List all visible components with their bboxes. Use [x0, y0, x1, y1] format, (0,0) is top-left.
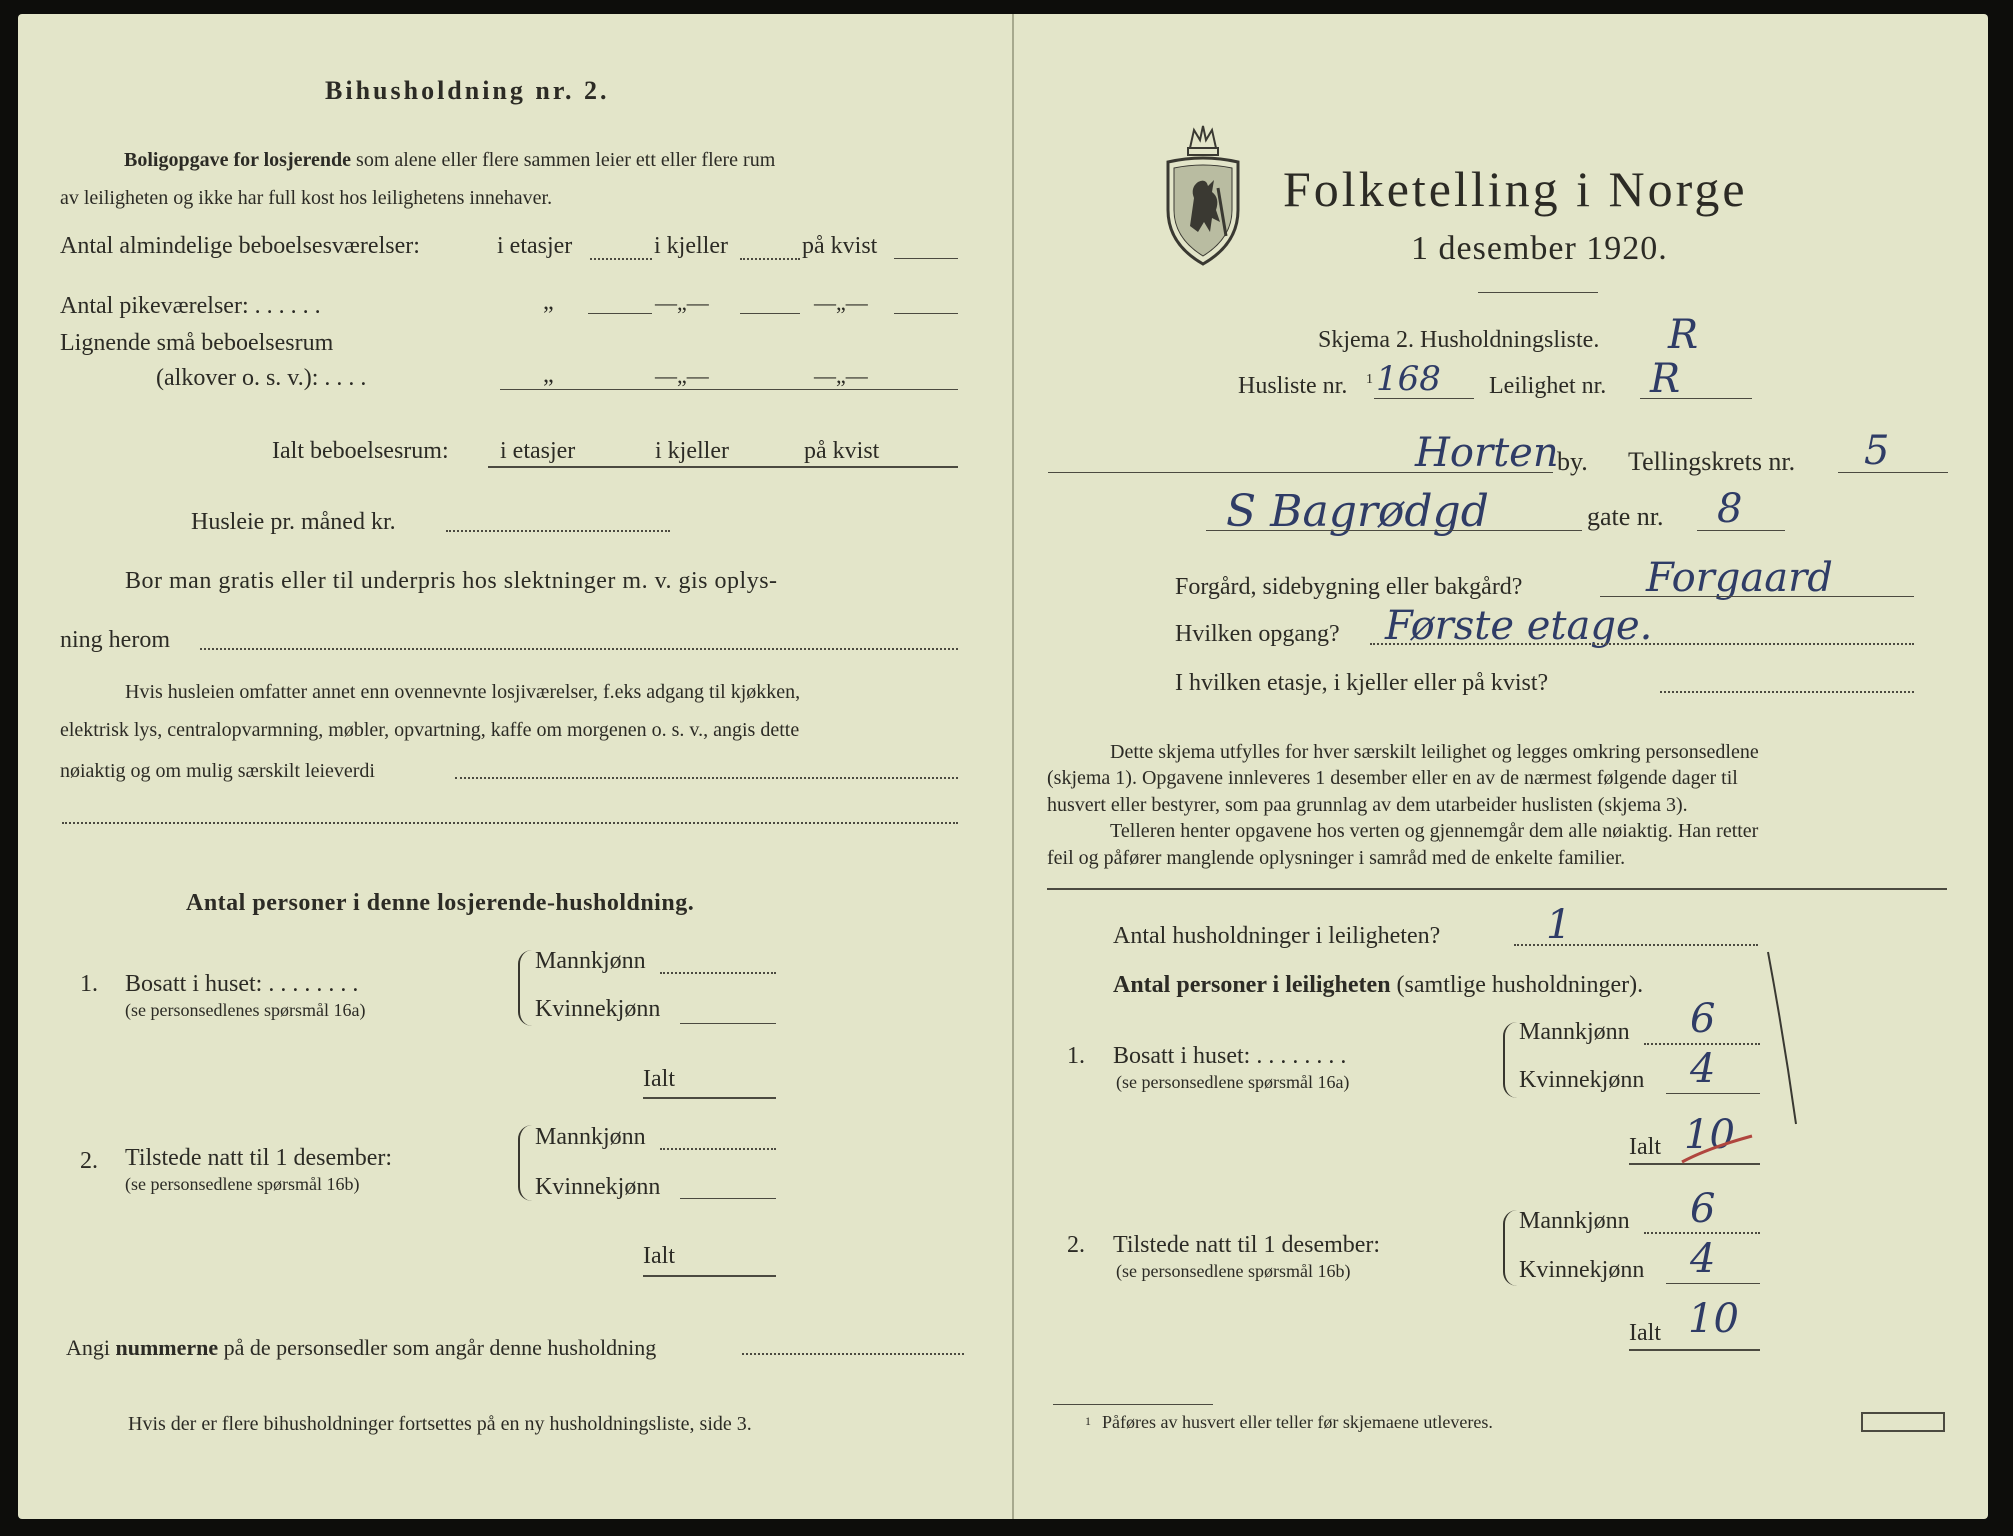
field-q1-ialt[interactable]	[643, 1097, 776, 1099]
text-omfatter3: nøiaktig og om mulig særskilt leieverdi	[60, 760, 375, 782]
ditto-dash: —„—	[655, 363, 709, 388]
field-opgang[interactable]	[1370, 643, 1914, 645]
q2-sub: (se personsedlene spørsmål 16b)	[125, 1174, 360, 1194]
label-forgaard: Forgård, sidebygning eller bakgård?	[1175, 574, 1523, 600]
label-ialt: Ialt	[643, 1066, 675, 1092]
field-gratis[interactable]	[200, 648, 958, 650]
q1-sub: (se personsedlene spørsmål 16a)	[1116, 1072, 1350, 1092]
label-antal-hush: Antal husholdninger i leiligheten?	[1113, 923, 1441, 949]
hw-q1-kvinne: 4	[1690, 1046, 1716, 1092]
field-leieverdi[interactable]	[455, 777, 958, 779]
instr-5: feil og påfører manglende oplysninger i samråd med de enkelte familier.	[1047, 847, 1626, 869]
label-gate-nr: gate nr.	[1587, 502, 1664, 531]
field-leilighet[interactable]	[1640, 398, 1752, 399]
page-fold	[1012, 14, 1014, 1519]
field-alm-kvist[interactable]	[894, 258, 958, 259]
field-tellingskrets[interactable]	[1838, 472, 1948, 473]
q1-sub: (se personsedlenes spørsmål 16a)	[125, 1000, 366, 1020]
field-pike-kvist[interactable]	[894, 313, 958, 314]
footnote-mark: 1	[1366, 372, 1373, 387]
text-omfatter2: elektrisk lys, centralopvarmning, møbler, opvartning, kaffe om morgenen o. s. v., angis dette	[60, 719, 800, 741]
hw-tellingskrets: 5	[1864, 428, 1890, 474]
field-leieverdi-2[interactable]	[62, 822, 958, 824]
hw-skjema: R	[1668, 312, 1699, 358]
label-husleie: Husleie pr. måned kr.	[191, 509, 396, 535]
ditto-mark: „	[543, 289, 554, 315]
hw-q2-ialt: 10	[1688, 1296, 1739, 1342]
instr-2: (skjema 1). Opgavene innleveres 1 desember eller en av de nærmest følgende dager til	[1047, 767, 1738, 789]
hw-leilighet: R	[1650, 356, 1681, 402]
q1-label: Bosatt i huset: . . . . . . . .	[125, 971, 359, 997]
q2-label: Tilstede natt til 1 desember:	[1113, 1232, 1381, 1258]
label-skjema: Skjema 2. Husholdningsliste.	[1318, 327, 1600, 353]
label-alkover: (alkover o. s. v.): . . . .	[156, 365, 367, 391]
label-husliste: Husliste nr.	[1238, 373, 1348, 399]
text-flere: Hvis der er flere bihusholdninger fortsettes på en ny husholdningsliste, side 3.	[128, 1413, 752, 1435]
field-gate-nr[interactable]	[1697, 530, 1785, 531]
label-paa-kvist: på kvist	[802, 233, 878, 259]
q1-number: 1.	[1067, 1043, 1085, 1069]
hw-q1-ialt: 10	[1684, 1112, 1735, 1158]
ditto-dash: —„—	[814, 290, 868, 315]
label-kvinnekjonn: Kvinnekjønn	[1519, 1257, 1645, 1283]
hw-q2-kvinne: 4	[1690, 1236, 1716, 1282]
field-gate[interactable]	[1206, 530, 1582, 531]
q2-number: 2.	[80, 1148, 98, 1174]
label-pike: Antal pikeværelser: . . . . . .	[60, 293, 321, 319]
rule-lignende	[500, 389, 958, 390]
field-pike-etasjer[interactable]	[588, 313, 652, 314]
field-pike-kjeller[interactable]	[740, 313, 800, 314]
label-etasje: I hvilken etasje, i kjeller eller på kvist?	[1175, 670, 1549, 696]
field-by[interactable]	[1048, 472, 1553, 473]
form-date: 1 desember 1920.	[1411, 230, 1668, 267]
brace	[1503, 1210, 1517, 1286]
brace	[518, 950, 532, 1026]
rule-ialt-rum[interactable]	[488, 466, 958, 468]
left-title: Bihusholdning nr. 2.	[325, 76, 610, 105]
field-alm-etasjer[interactable]	[590, 258, 652, 260]
form-title: Folketelling i Norge	[1283, 161, 1748, 217]
angi-pre: Angi	[66, 1335, 110, 1360]
label-mannkjonn: Mannkjønn	[1519, 1208, 1630, 1234]
hw-forgaard: Forgaard	[1646, 555, 1833, 601]
label-lignende: Lignende små beboelsesrum	[60, 330, 334, 356]
field-alm-kjeller[interactable]	[740, 258, 800, 260]
field-q1-kvinne[interactable]	[1666, 1093, 1760, 1094]
brace	[1503, 1022, 1517, 1098]
label-kvinnekjonn: Kvinnekjønn	[1519, 1067, 1645, 1093]
label-paa-kvist: på kvist	[804, 438, 880, 464]
footnote-rule	[1053, 1404, 1213, 1405]
text-gratis2: ning herom	[60, 627, 170, 653]
q2-number: 2.	[1067, 1232, 1085, 1258]
field-q2-mann[interactable]	[660, 1148, 776, 1150]
intro-bold: Boligopgave for losjerende	[124, 149, 352, 171]
label-mannkjonn: Mannkjønn	[535, 1124, 646, 1150]
field-q2-mann[interactable]	[1644, 1232, 1760, 1234]
label-ialt: Ialt	[643, 1243, 675, 1269]
ditto-mark: „	[543, 362, 554, 388]
label-antal-alm: Antal almindelige beboelsesværelser:	[60, 233, 420, 259]
hw-antal-hush: 1	[1546, 902, 1572, 948]
antal-pers-rest: (samtlige husholdninger).	[1396, 972, 1644, 998]
antal-pers-bold: Antal personer i leiligheten	[1113, 972, 1391, 998]
printer-mark	[1861, 1412, 1945, 1432]
hw-gate-nr: 8	[1717, 486, 1743, 532]
brace	[518, 1125, 532, 1201]
footnote-number: 1	[1085, 1414, 1091, 1428]
label-i-etasjer: i etasjer	[500, 438, 576, 464]
label-ialt-rum: Ialt beboelsesrum:	[272, 438, 449, 464]
field-q2-ialt[interactable]	[643, 1275, 776, 1277]
intro-rest2: av leiligheten og ikke har full kost hos leilighetens innehaver.	[60, 187, 553, 209]
label-i-etasjer: i etasjer	[497, 233, 573, 259]
instr-1: Dette skjema utfylles for hver særskilt leilighet og legges omkring personsedlene	[1110, 741, 1759, 763]
field-nummerne[interactable]	[742, 1353, 964, 1355]
hw-opgang: Første etage.	[1385, 603, 1653, 649]
text-gratis: Bor man gratis eller til underpris hos slektninger m. v. gis oplys-	[125, 568, 778, 594]
intro-rest1: som alene eller flere sammen leier ett eller flere rum	[356, 149, 776, 171]
red-check-mark	[1678, 1128, 1758, 1168]
field-antal-hush[interactable]	[1514, 944, 1758, 946]
field-q2-ialt[interactable]	[1629, 1349, 1760, 1351]
label-kvinnekjonn: Kvinnekjønn	[535, 1174, 661, 1200]
label-ialt: Ialt	[1629, 1320, 1661, 1346]
norwegian-coat-of-arms-icon	[1160, 118, 1246, 268]
hw-q2-mann: 6	[1690, 1186, 1716, 1232]
q2-sub: (se personsedlene spørsmål 16b)	[1116, 1261, 1351, 1281]
field-q2-kvinne[interactable]	[680, 1198, 776, 1199]
field-q2-kvinne[interactable]	[1666, 1283, 1760, 1284]
hw-q1-mann: 6	[1690, 996, 1716, 1042]
field-forgaard[interactable]	[1600, 596, 1914, 597]
hw-by: Horten	[1415, 430, 1559, 476]
field-etasje[interactable]	[1660, 691, 1914, 693]
label-opgang: Hvilken opgang?	[1175, 621, 1340, 647]
field-q1-mann[interactable]	[660, 972, 776, 974]
instr-3: husvert eller bestyrer, som paa grunnlag av dem utarbeider huslisten (skjema 3).	[1047, 794, 1688, 816]
label-ialt: Ialt	[1629, 1134, 1661, 1160]
ditto-dash: —„—	[655, 290, 709, 315]
label-by: by.	[1557, 447, 1588, 476]
label-leilighet: Leilighet nr.	[1489, 373, 1607, 399]
hw-gate: S Bagrødgd	[1226, 486, 1489, 537]
footnote-text: Påføres av husvert eller teller før skjemaene utleveres.	[1102, 1412, 1493, 1432]
angi-bold: nummerne	[115, 1335, 219, 1360]
label-mannkjonn: Mannkjønn	[535, 948, 646, 974]
section-divider	[1047, 888, 1947, 890]
title-divider	[1478, 292, 1598, 293]
hw-husliste: 168	[1376, 359, 1441, 399]
label-i-kjeller: i kjeller	[655, 438, 729, 464]
text-omfatter1: Hvis husleien omfatter annet enn ovennevnte losjiværelser, f.eks adgang til kjøkken,	[125, 681, 801, 703]
label-mannkjonn: Mannkjønn	[1519, 1019, 1630, 1045]
field-q1-kvinne[interactable]	[680, 1023, 776, 1024]
q2-label: Tilstede natt til 1 desember:	[125, 1145, 393, 1171]
label-tellingskrets: Tellingskrets nr.	[1628, 447, 1796, 476]
field-husliste[interactable]	[1374, 398, 1474, 399]
angi-rest: på de personsedler som angår denne husholdning	[223, 1335, 657, 1360]
pencil-bracket	[1762, 948, 1802, 1128]
field-husleie[interactable]	[446, 530, 670, 532]
q1-number: 1.	[80, 971, 98, 997]
heading-antal-personer: Antal personer i denne losjerende-husholdning.	[186, 890, 695, 916]
instr-4: Telleren henter opgavene hos verten og gjennemgår dem alle nøiaktig. Han retter	[1110, 820, 1759, 842]
ditto-dash: —„—	[814, 363, 868, 388]
q1-label: Bosatt i huset: . . . . . . . .	[1113, 1043, 1347, 1069]
label-i-kjeller: i kjeller	[654, 233, 728, 259]
label-kvinnekjonn: Kvinnekjønn	[535, 996, 661, 1022]
field-q1-mann[interactable]	[1644, 1043, 1760, 1045]
